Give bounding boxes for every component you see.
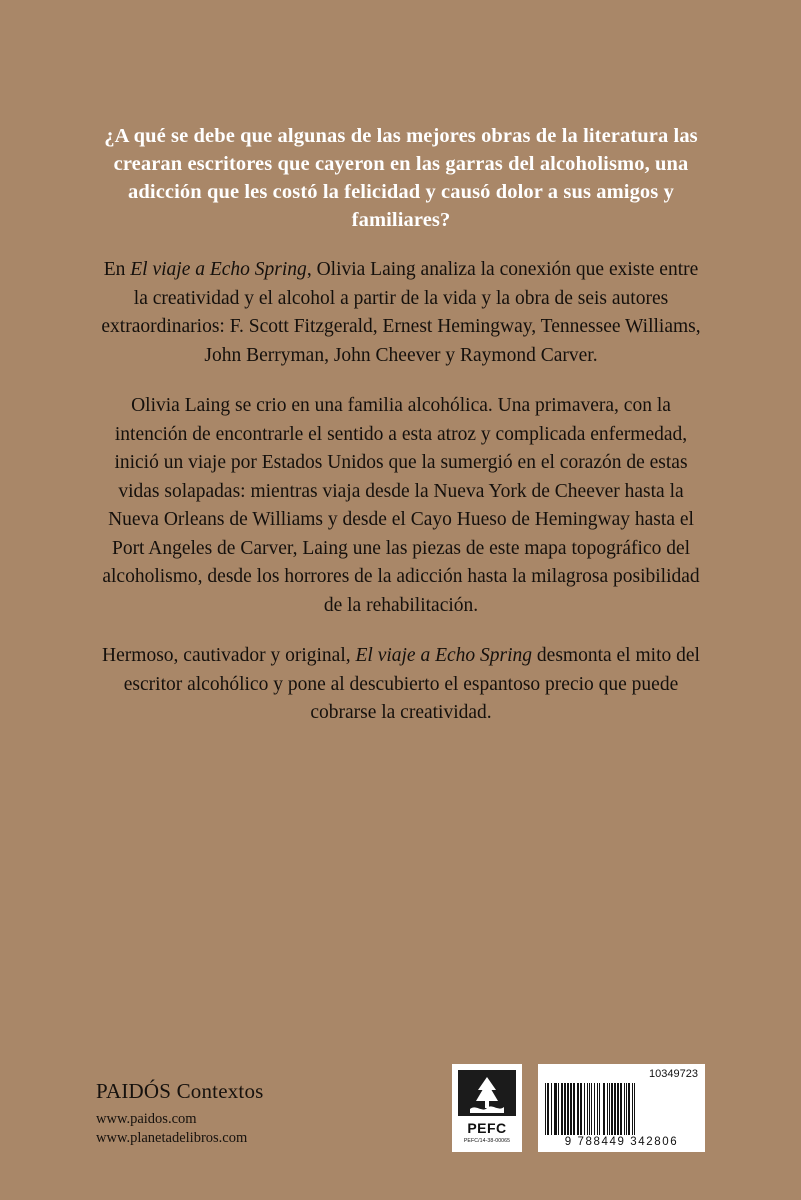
paragraph-3-rest: desmonta el mito del escritor alcohólico y pone al descubierto el espantoso precio que puede cobrarse la creatividad. bbox=[123, 645, 700, 723]
book-title-italic-2: El viaje a Echo Spring bbox=[355, 645, 533, 666]
tree-icon bbox=[470, 1075, 504, 1113]
paragraph-1-text: En bbox=[103, 259, 131, 280]
imprint-url-planetadelibros: www.planetadelibros.com bbox=[96, 1130, 248, 1146]
imprint-block bbox=[96, 1079, 264, 1148]
barcode-bar bbox=[634, 1083, 635, 1135]
barcode-block bbox=[538, 1064, 705, 1152]
pefc-logo-mark bbox=[458, 1070, 516, 1116]
imprint-url-paidos: www.paidos.com bbox=[96, 1111, 197, 1127]
book-title-italic: El viaje a Echo Spring bbox=[130, 259, 307, 280]
barcode-top-number: 10349723 bbox=[649, 1068, 698, 1080]
back-cover-text-block bbox=[96, 122, 706, 728]
paragraph-3-start: Hermoso, cautivador y original, bbox=[102, 645, 356, 666]
back-cover-paragraph-2: Olivia Laing se crio en una familia alcohólica. Una primavera, con la intención de encontrarle el sentido a esta atroz y complicada enfermedad, inició un viaje por Estados Unidos que la sumergió en el corazón de estas vidas solapadas: mientras viaja desde la Nueva York de Cheever hasta la Nueva Orleans de Williams y desde el Cayo Hueso de Hemingway hasta el Port Angeles de Carver, Laing une las piezas de este mapa topográfico del alcoholismo, desde los horrores de la adicción hasta la milagrosa posibilidad de la rehabilitación. bbox=[102, 395, 700, 616]
barcode-bars bbox=[545, 1083, 698, 1135]
headline-text: ¿A qué se debe que algunas de las mejores obras de la literatura las crearan escritores que cayeron en las garras del alcoholismo, una adicción que les costó la felicidad y causó dolor a sus amigos y familiares? bbox=[104, 125, 698, 231]
imprint-name: PAIDÓS Contextos bbox=[96, 1079, 264, 1103]
paragraph-1-rest: , Olivia Laing analiza la conexión que existe entre la creatividad y el alcohol a partir de la vida y la obra de seis autores extraordinarios: F. Scott Fitzgerald, Ernest Hemingway, Tennessee Williams, John Berryman, John Cheever y Raymond Carver. bbox=[101, 259, 701, 366]
barcode-isbn-number: 9 788449 342806 bbox=[564, 1136, 679, 1148]
back-cover-paragraph-1 bbox=[96, 256, 706, 370]
pefc-label: PEFC bbox=[467, 1120, 507, 1136]
back-cover-headline bbox=[96, 122, 706, 234]
pefc-code: PEFC/14-38-00065 bbox=[463, 1138, 511, 1144]
back-cover-paragraph-3 bbox=[96, 642, 706, 728]
pefc-certification-logo bbox=[452, 1064, 522, 1152]
